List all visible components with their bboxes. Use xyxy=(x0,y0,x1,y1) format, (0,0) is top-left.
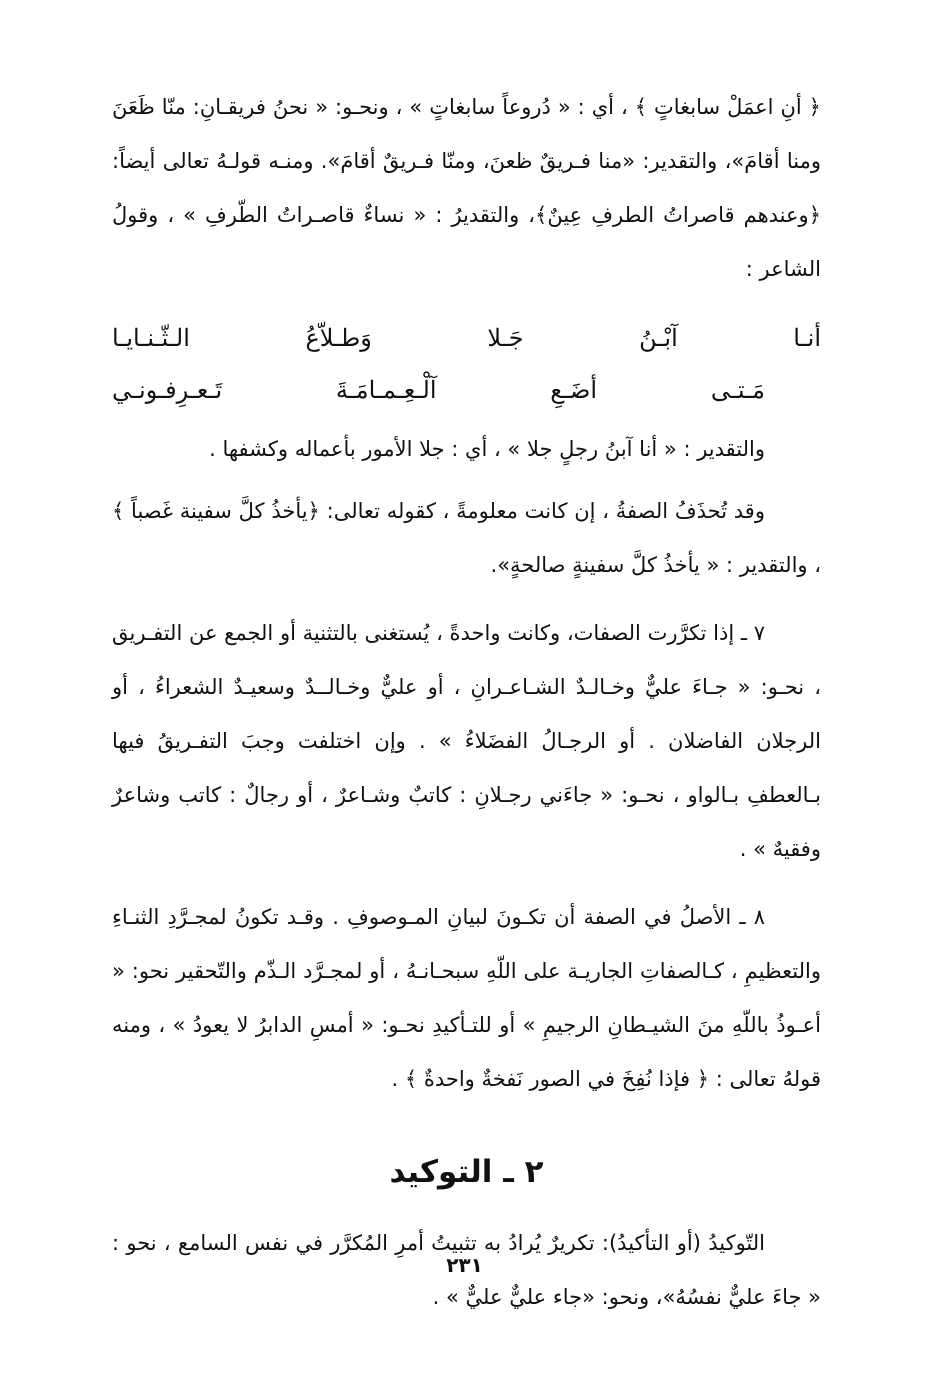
poem-verse-first-hemistich: أنـا آبْـنُ جَـلا وَطـلاّعُ الـثّـنـايـا xyxy=(112,324,821,352)
page-body xyxy=(112,80,821,1324)
page-number: ٢٣١ xyxy=(446,1253,483,1277)
paragraph-rule-8: ٨ ـ الأصلُ في الصفة أن تكـونَ لبيانِ المـوصوفِ . وقـد تكونُ لمجـرَّدِ الثنـاءِ والتعظيمِ ، كـالصفاتِ الجاريـة على اللّهِ سبحـانـهُ ، أو لمجـرَّد الـذّم والتّحقير نحو: « أعـوذُ باللّهِ منَ الشيـطانِ الرجيمِ » أو للتـأكيدِ نحـو: « أمسِ الدابرُ لا يعودُ » ، ومنه قولهُ تعالى : ﴿ فإذا نُفِخَ في الصور نَفخةٌ واحدةٌ ﴾ . xyxy=(112,905,821,1091)
paragraph-2: والتقدير : « أنا آبنُ رجلٍ جلا » ، أي : جلا الأمور بأعماله وكشفها . xyxy=(209,437,765,461)
paragraph-3: وقد تُحذَفُ الصفةُ ، إن كانت معلومةً ، كقوله تعالى: ﴿يأخذُ كلَّ سفينة غَصباً ﴾ ، والتقدير : « يأخذُ كلَّ سفينةٍ صالحةٍ». xyxy=(112,499,821,577)
paragraph-rule-7: ٧ ـ إذا تكرَّرت الصفات، وكانت واحدةً ، يُستغنى بالتثنية أو الجمع عن التفـريق ، نحـو: « جـاءَ عليٌّ وخـالـدٌ الشـاعـرانِ ، أو عليٌّ وخـالــدٌ وسعيـدٌ الشعراءُ ، أو الرجلان الفاضلان . أو الرجـالُ الفضَلاءُ » . وإن اختلفت وجبَ التفـريقُ فيها بـالعطفِ بـالواو ، نحـو: « جاءَني رجـلانِ : كاتبٌ وشـاعرٌ ، أو رجالٌ : كاتب وشاعرٌ وفقيهٌ » . xyxy=(112,621,821,861)
paragraph-definition: التّوكيدُ (أو التأكيدُ): تكريرٌ يُرادُ به تثبيتُ أمرِ المُكرَّر في نفس السامع ، نحو : « جاءَ عليٌّ نفسُهُ»، ونحو: «جاء عليٌّ عليٌّ » . xyxy=(112,1231,821,1309)
paragraph-1: ﴿ أنِ اعمَلْ سابغاتٍ ﴾ ، أي : « دُروعاً سابغاتٍ » ، ونحـو: « نحنُ فريقـانِ: منّا ظَعَنَ ومنا أقامَ»، والتقدير: «منا فـريقٌ ظعنَ، ومنّا فـريقٌ أقامَ». ومنـه قولـهُ تعالى أيضاً: ﴿وعندهم قاصراتُ الطرفِ عِينٌ﴾، والتقديرُ : « نساءٌ قاصـراتُ الطّرفِ » ، وقولُ الشاعر : xyxy=(112,95,821,281)
section-heading: ٢ ـ التوكيد xyxy=(389,1154,544,1190)
poem-verse-second-hemistich: مَـتـى أضَـعِ آلْـعِـمـامَـةَ تَـعـرِفـونـي xyxy=(112,376,765,404)
